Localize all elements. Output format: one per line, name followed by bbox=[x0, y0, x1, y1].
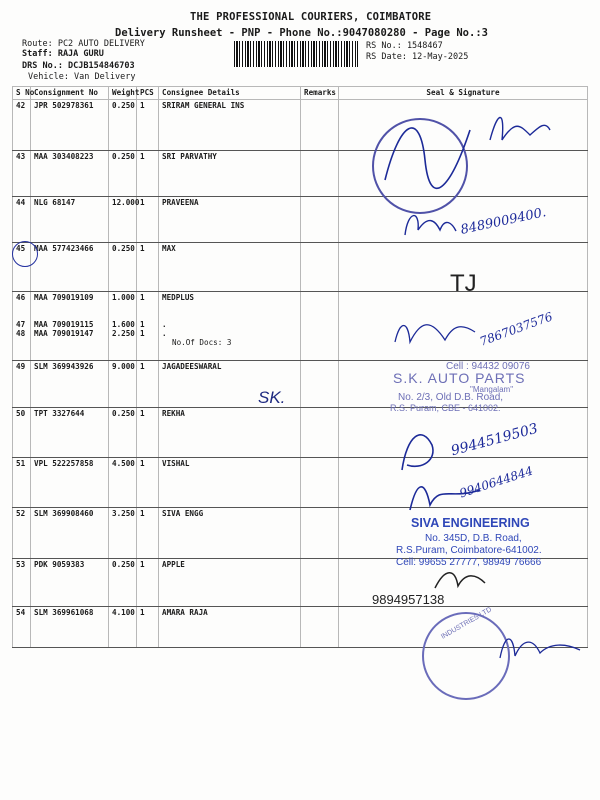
row-consignment: SLM 369908460 bbox=[31, 508, 109, 559]
row-remarks bbox=[301, 508, 339, 559]
table-row bbox=[13, 243, 588, 292]
rs-number: RS No.: 1548467 bbox=[366, 41, 443, 51]
handwritten-phone-46: 7867037576 bbox=[477, 309, 555, 349]
signature-row-46 bbox=[390, 312, 480, 357]
row-weight: 0.250 bbox=[109, 408, 137, 458]
handwritten-phone-53: 9894957138 bbox=[372, 592, 445, 607]
row-sno: 46 47 48 bbox=[13, 292, 31, 361]
row-weight: 4.100 bbox=[109, 607, 137, 648]
row-sno: 52 bbox=[13, 508, 31, 559]
row-remarks bbox=[301, 292, 339, 361]
signature-row-50 bbox=[392, 425, 452, 475]
row-consignment: VPL 522257858 bbox=[31, 458, 109, 508]
siva-stamp-address-2: R.S.Puram, Coimbatore-641002. bbox=[396, 545, 542, 556]
row-weight: 1.000 1.600 2.250 bbox=[109, 292, 137, 361]
col-consignee: Consignee Details bbox=[159, 87, 301, 100]
row-weight: 4.500 bbox=[109, 458, 137, 508]
row-sno: 43 bbox=[13, 151, 31, 197]
row-consignment: JPR 502978361 bbox=[31, 100, 109, 151]
row-sno: 50 bbox=[13, 408, 31, 458]
row-remarks bbox=[301, 361, 339, 408]
seal-54-text: INDUSTRIES LTD bbox=[440, 606, 493, 641]
staff-label: Staff: RAJA GURU bbox=[22, 49, 104, 59]
siva-stamp-cell: Cell: 99655 27777, 98949 76666 bbox=[396, 557, 542, 568]
handwritten-phone-50: 9944519503 bbox=[449, 420, 540, 460]
col-consignment: Consignment No bbox=[31, 87, 109, 100]
row-pcs: 1 1 1 bbox=[137, 292, 159, 361]
row-weight: 0.250 bbox=[109, 151, 137, 197]
row-weight: 9.000 bbox=[109, 361, 137, 408]
row-weight: 0.250 bbox=[109, 243, 137, 292]
sk-stamp-phone: Cell : 94432 09076 bbox=[446, 361, 530, 372]
col-remarks: Remarks bbox=[301, 87, 339, 100]
sk-stamp-line: "Mangalam" bbox=[470, 385, 514, 394]
row-consignment: MAA 709019109 MAA 709019115 MAA 709019147 bbox=[31, 292, 109, 361]
col-seal: Seal & Signature bbox=[339, 87, 588, 100]
row-45-circle-mark bbox=[12, 241, 38, 267]
siva-stamp-address: No. 345D, D.B. Road, bbox=[425, 533, 522, 544]
row-consignment: MAA 303408223 bbox=[31, 151, 109, 197]
row-consignee: AMARA RAJA bbox=[159, 607, 301, 648]
row-consignment: SLM 369943926 bbox=[31, 361, 109, 408]
row-consignee: VISHAL bbox=[159, 458, 301, 508]
row-sno: 49 bbox=[13, 361, 31, 408]
row-consignee: JAGADEESWARAL bbox=[159, 361, 301, 408]
row-remarks bbox=[301, 197, 339, 243]
sk-stamp-address-2: R.S. Puram, CBE - 641002. bbox=[390, 403, 501, 413]
row-consignee: REKHA bbox=[159, 408, 301, 458]
signature-row-54 bbox=[495, 628, 585, 668]
row-remarks bbox=[301, 458, 339, 508]
siva-stamp-name: SIVA ENGINEERING bbox=[411, 516, 530, 530]
runsheet-subtitle: Delivery Runsheet - PNP - Phone No.:9047080280 - Page No.:3 bbox=[115, 27, 488, 39]
row-remarks bbox=[301, 100, 339, 151]
row-consignee: MEDPLUS . . No.Of Docs: 3 bbox=[159, 292, 301, 361]
row-remarks bbox=[301, 408, 339, 458]
handwritten-phone-44: 8489009400. bbox=[459, 205, 548, 238]
row-pcs: 1 bbox=[137, 458, 159, 508]
docs-count: No.Of Docs: 3 bbox=[172, 338, 232, 347]
row-consignment: SLM 369961068 bbox=[31, 607, 109, 648]
sk-stamp-address: No. 2/3, Old D.B. Road, bbox=[398, 392, 504, 403]
row-consignee: SIVA ENGG bbox=[159, 508, 301, 559]
rs-date: RS Date: 12-May-2025 bbox=[366, 52, 469, 62]
row-remarks bbox=[301, 243, 339, 292]
row-sno: 42 bbox=[13, 100, 31, 151]
row-remarks bbox=[301, 607, 339, 648]
row-consignment: MAA 577423466 bbox=[31, 243, 109, 292]
row-pcs: 1 bbox=[137, 408, 159, 458]
col-weight: Weight bbox=[109, 87, 137, 100]
col-pcs: PCS bbox=[137, 87, 159, 100]
company-title: THE PROFESSIONAL COURIERS, COIMBATORE bbox=[190, 11, 432, 23]
barcode-image bbox=[234, 41, 358, 67]
row-pcs: 1 bbox=[137, 100, 159, 151]
row-pcs: 1 bbox=[137, 243, 159, 292]
row-pcs: 1 bbox=[137, 559, 159, 607]
row-consignee: APPLE bbox=[159, 559, 301, 607]
row-sno: 53 bbox=[13, 559, 31, 607]
row-sno: 44 bbox=[13, 197, 31, 243]
row-pcs: 1 bbox=[137, 361, 159, 408]
row-consignee: SRI PARVATHY bbox=[159, 151, 301, 197]
route-label: Route: PC2 AUTO DELIVERY bbox=[22, 39, 145, 49]
row-weight: 0.250 bbox=[109, 559, 137, 607]
handwritten-initials-45: TJ bbox=[450, 270, 477, 297]
handwritten-phone-51: 9940644844 bbox=[457, 463, 535, 501]
row-remarks bbox=[301, 151, 339, 197]
row-pcs: 1 bbox=[137, 508, 159, 559]
signature-row-44 bbox=[400, 205, 460, 245]
row-remarks bbox=[301, 559, 339, 607]
row-consignment: NLG 68147 bbox=[31, 197, 109, 243]
row-consignment: TPT 3327644 bbox=[31, 408, 109, 458]
row-sno: 54 bbox=[13, 607, 31, 648]
row-weight: 3.250 bbox=[109, 508, 137, 559]
drs-number: DRS No.: DCJB154846703 bbox=[22, 61, 135, 71]
row-consignee: SRIRAM GENERAL INS bbox=[159, 100, 301, 151]
row-consignee: PRAVEENA bbox=[159, 197, 301, 243]
row-pcs: 1 bbox=[137, 151, 159, 197]
row-weight: 12.000 bbox=[109, 197, 137, 243]
handwritten-initials-49: SK. bbox=[258, 388, 286, 407]
row-sno: 51 bbox=[13, 458, 31, 508]
sk-stamp-name: S.K. AUTO PARTS bbox=[393, 370, 526, 386]
table-header bbox=[13, 87, 588, 100]
row-weight: 0.250 bbox=[109, 100, 137, 151]
signature-row-43 bbox=[380, 100, 560, 200]
row-consignment: PDK 9059383 bbox=[31, 559, 109, 607]
row-pcs: 1 bbox=[137, 197, 159, 243]
row-consignee: MAX bbox=[159, 243, 301, 292]
row-pcs: 1 bbox=[137, 607, 159, 648]
vehicle-label: Vehicle: Van Delivery bbox=[28, 72, 136, 82]
row-sno: 45 bbox=[13, 243, 31, 292]
col-sno: S No bbox=[13, 87, 31, 100]
